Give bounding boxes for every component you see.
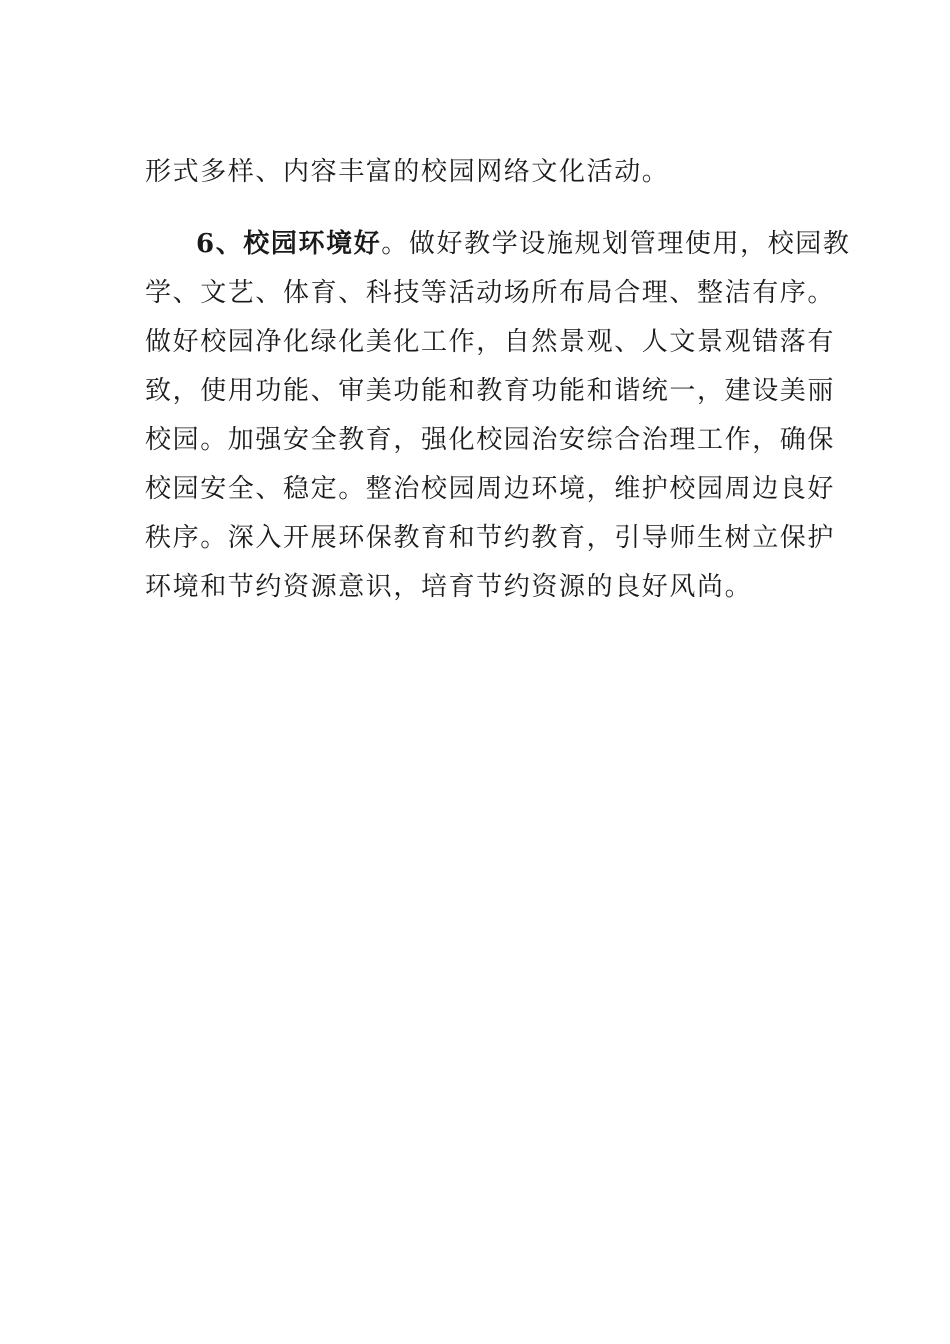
- section-6-line-4: 致，使用功能、审美功能和教育功能和谐统一，建设美丽: [145, 376, 836, 406]
- section-6-first-line: [196, 229, 851, 259]
- section-6-line-5: 校园。加强安全教育，强化校园治安综合治理工作，确保: [145, 425, 836, 455]
- section-6-line-2: 学、文艺、体育、科技等活动场所布局合理、整洁有序。: [145, 278, 836, 308]
- paragraph-continuation-line: 形式多样、内容丰富的校园网络文化活动。: [145, 157, 670, 187]
- section-6-line-3: 做好校园净化绿化美化工作，自然景观、人文景观错落有: [145, 327, 836, 357]
- section-6-line-6: 校园安全、稳定。整治校园周边环境，维护校园周边良好: [145, 474, 836, 504]
- section-6-line-8: 环境和节约资源意识，培育节约资源的良好风尚。: [145, 572, 753, 602]
- section-6-heading: 6、校园环境好: [196, 229, 382, 259]
- section-6-line-7: 秩序。深入开展环保教育和节约教育，引导师生树立保护: [145, 523, 836, 553]
- section-6-text: 。做好教学设施规划管理使用，校园教: [381, 229, 851, 259]
